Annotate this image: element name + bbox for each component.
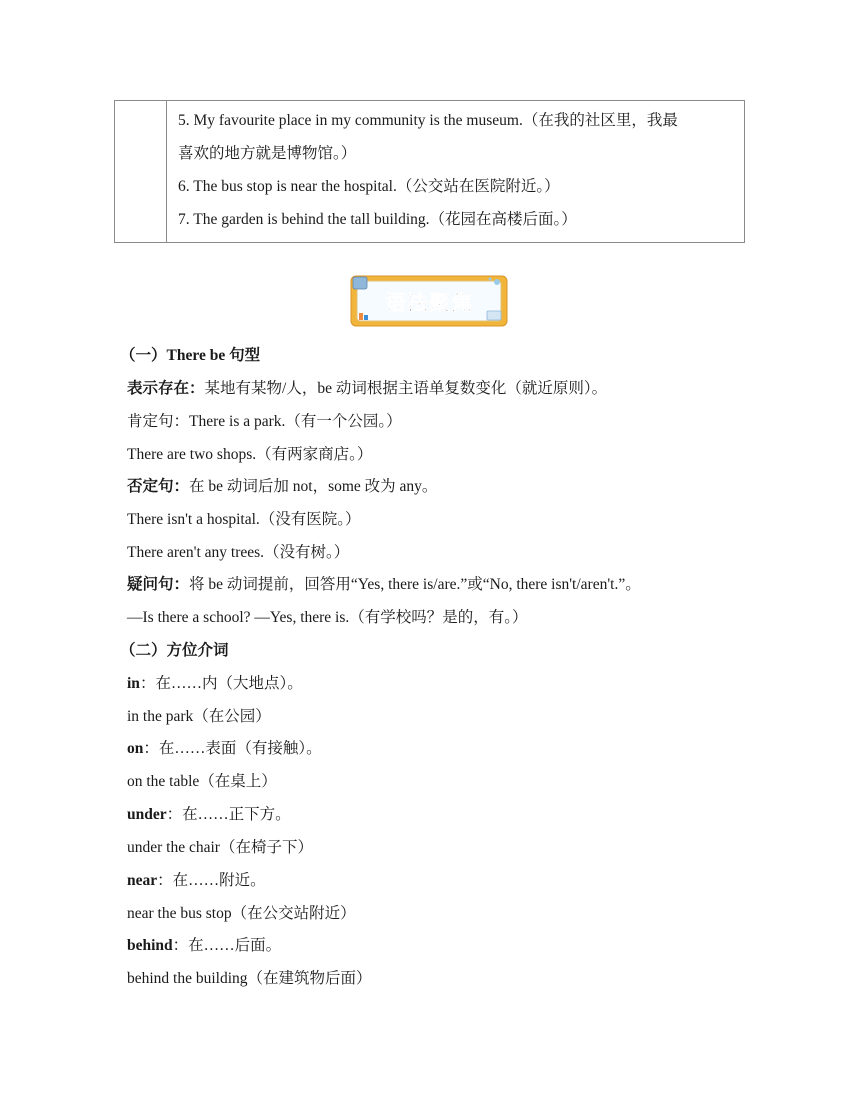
- preposition-meaning: ：在……附近。: [157, 872, 266, 889]
- preposition-example: behind the building（在建筑物后面）: [127, 970, 372, 987]
- preposition-line-on: [127, 736, 322, 758]
- affirmative-label: 肯定句：: [127, 413, 190, 430]
- preposition-word: near: [127, 872, 158, 889]
- definition-text: 某地有某物/人，be 动词根据主语单复数变化（就近原则）。: [204, 380, 608, 397]
- grammar-focus-badge: [349, 273, 509, 329]
- question-line: [127, 572, 641, 594]
- preposition-line-in: [127, 671, 303, 693]
- table-column-divider: [166, 101, 167, 242]
- preposition-meaning: ：在……正下方。: [166, 806, 291, 823]
- preposition-word: in: [127, 675, 140, 692]
- badge-frame-graphic: [349, 273, 509, 329]
- affirmative-example: There is a park.（有一个公园。）: [189, 413, 402, 430]
- affirmative-line: [127, 409, 402, 431]
- definition-label: 表示存在：: [127, 380, 205, 397]
- preposition-meaning: ：在……表面（有接触）。: [143, 740, 322, 757]
- section-heading-prepositions: （二）方位介词: [120, 642, 229, 659]
- preposition-word: on: [127, 740, 144, 757]
- preposition-example: under the chair（在椅子下）: [127, 839, 313, 856]
- table-row: 6. The bus stop is near the hospital.（公交站在医院附近。）: [178, 178, 560, 195]
- preposition-example: on the table（在桌上）: [127, 773, 277, 790]
- preposition-meaning: ：在……内（大地点）。: [139, 675, 303, 692]
- badge-title: 语法聚焦: [385, 291, 473, 315]
- question-text: 将 be 动词提前，回答用“Yes, there is/are.”或“No, there isn't/aren't.”。: [189, 576, 641, 593]
- preposition-line-near: [127, 868, 266, 890]
- preposition-meaning: ：在……后面。: [172, 937, 282, 954]
- preposition-word: behind: [127, 937, 173, 954]
- preposition-example: near the bus stop（在公交站附近）: [127, 905, 356, 922]
- section-heading-there-be: （一）There be 句型: [120, 347, 261, 364]
- negative-label: 否定句：: [127, 478, 190, 495]
- negative-example-2: There aren't any trees.（没有树。）: [127, 544, 350, 561]
- preposition-line-under: [127, 802, 291, 824]
- table-row: 喜欢的地方就是博物馆。）: [178, 145, 357, 162]
- negative-text: 在 be 动词后加 not，some 改为 any。: [189, 478, 438, 495]
- table-row: 7. The garden is behind the tall building.（花园在高楼后面。）: [178, 211, 577, 228]
- question-label: 疑问句：: [127, 576, 190, 593]
- negative-example-1: There isn't a hospital.（没有医院。）: [127, 511, 361, 528]
- preposition-word: under: [127, 806, 167, 823]
- affirmative-example-2: There are two shops.（有两家商店。）: [127, 446, 373, 463]
- question-example: —Is there a school? —Yes, there is.（有学校吗？是的，有。）: [127, 609, 528, 626]
- preposition-line-behind: [127, 933, 281, 955]
- preposition-example: in the park（在公园）: [127, 708, 271, 725]
- table-row: 5. My favourite place in my community is the museum.（在我的社区里，我最: [178, 112, 678, 129]
- negative-line: [127, 474, 437, 496]
- examples-table: [114, 100, 745, 243]
- definition-line: [127, 376, 607, 398]
